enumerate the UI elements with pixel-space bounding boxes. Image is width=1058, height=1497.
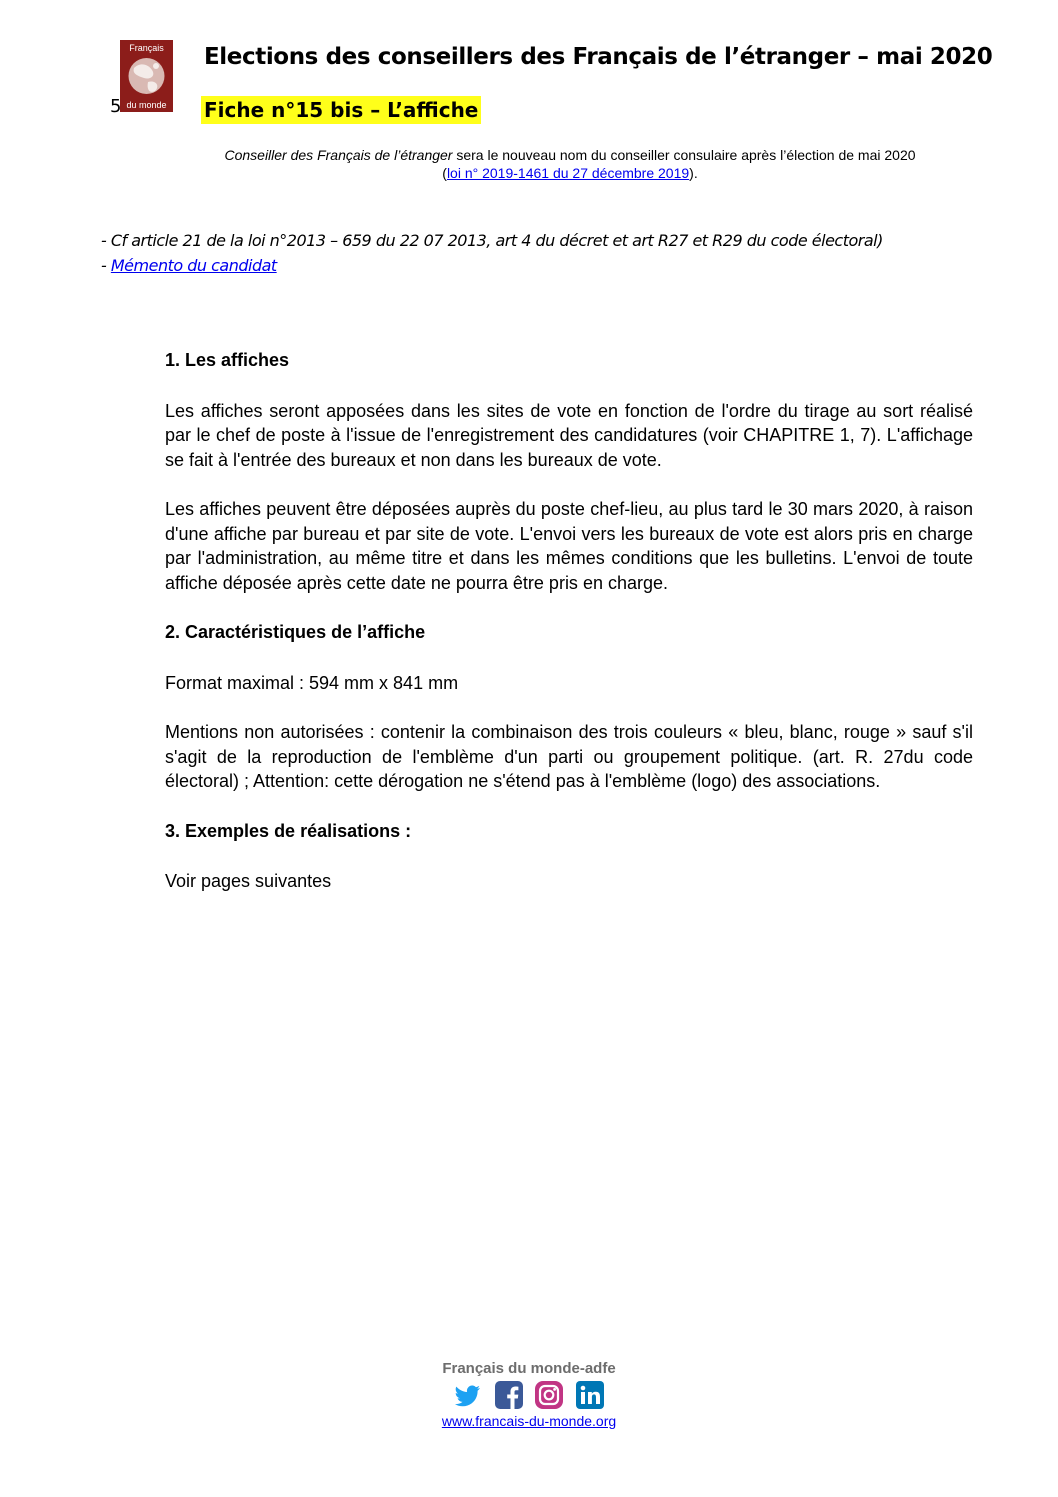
footer-org-name: Français du monde-adfe: [442, 1360, 616, 1377]
page-title: Elections des conseillers des Français de l’étranger – mai 2020: [204, 44, 993, 70]
twitter-icon[interactable]: [453, 1380, 483, 1410]
section-heading-exemples: 3. Exemples de réalisations :: [165, 820, 412, 841]
law-link[interactable]: loi n° 2019-1461 du 27 décembre 2019: [446, 165, 690, 181]
section-heading-caracteristiques: 2. Caractéristiques de l’affiche: [165, 622, 426, 642]
section-heading-affiches: 1. Les affiches: [165, 350, 290, 370]
intro-open-paren: (: [442, 165, 447, 181]
linkedin-icon[interactable]: [575, 1380, 605, 1410]
intro-note: [100, 146, 1040, 182]
instagram-icon[interactable]: [534, 1380, 564, 1410]
intro-italic: Conseiller des Français de l’étranger: [224, 147, 453, 163]
paragraph: Format maximal : 594 mm x 841 mm: [165, 672, 459, 693]
main-content: [165, 348, 973, 894]
intro-close-paren: ).: [689, 165, 698, 181]
logo-text-top: Français: [129, 43, 164, 53]
page-number: 5: [110, 96, 122, 117]
footer: [0, 1360, 1058, 1429]
paragraph: Les affiches peuvent être déposées auprès du poste chef-lieu, au plus tard le 30 mars 2020, à raison d'une affiche par bureau et par site de vote. L'envoi vers les bureaux de vote est alors pris en charge par l'administration, au même titre et dans les mêmes conditions que les bulletins. L'envoi de toute affiche déposée après cette date ne pourra être pris en charge.: [165, 499, 973, 593]
francais-du-monde-logo: [120, 40, 173, 112]
reference-article: - Cf article 21 de la loi n°2013 – 659 du 22 07 2013, art 4 du décret et art R27 et R29 du code électoral): [101, 231, 883, 250]
fiche-title: Fiche n°15 bis – L’affiche: [201, 96, 481, 124]
website-link[interactable]: www.francais-du-monde.org: [441, 1413, 617, 1429]
logo-text-bottom: du monde: [126, 100, 167, 110]
paragraph: Voir pages suivantes: [165, 871, 332, 891]
memento-link[interactable]: Mémento du candidat: [110, 256, 277, 275]
intro-text: sera le nouveau nom du conseiller consulaire après l’élection de mai 2020: [452, 147, 916, 163]
references: [101, 228, 883, 278]
reference-prefix: -: [101, 256, 111, 275]
paragraph: Les affiches seront apposées dans les sites de vote en fonction de l'ordre du tirage au sort réalisé par le chef de poste à l'issue de l'enregistrement des candidatures (voir CHAPITRE 1, 7). L'affichage se fait à l'entrée des bureaux et non dans les bureaux de vote.: [165, 400, 973, 470]
facebook-icon[interactable]: [494, 1380, 524, 1410]
paragraph: Mentions non autorisées : contenir la combinaison des trois couleurs « bleu, blanc, rouge » sauf s'il s'agit de la reproduction de l'emblème d'un parti ou groupement politique. (art. R. 27du code électoral) ; Attention: cette dérogation ne s'étend pas à l'emblème (logo) des associations.: [165, 722, 973, 791]
social-icons: [0, 1380, 1058, 1412]
globe-icon: [126, 54, 167, 98]
